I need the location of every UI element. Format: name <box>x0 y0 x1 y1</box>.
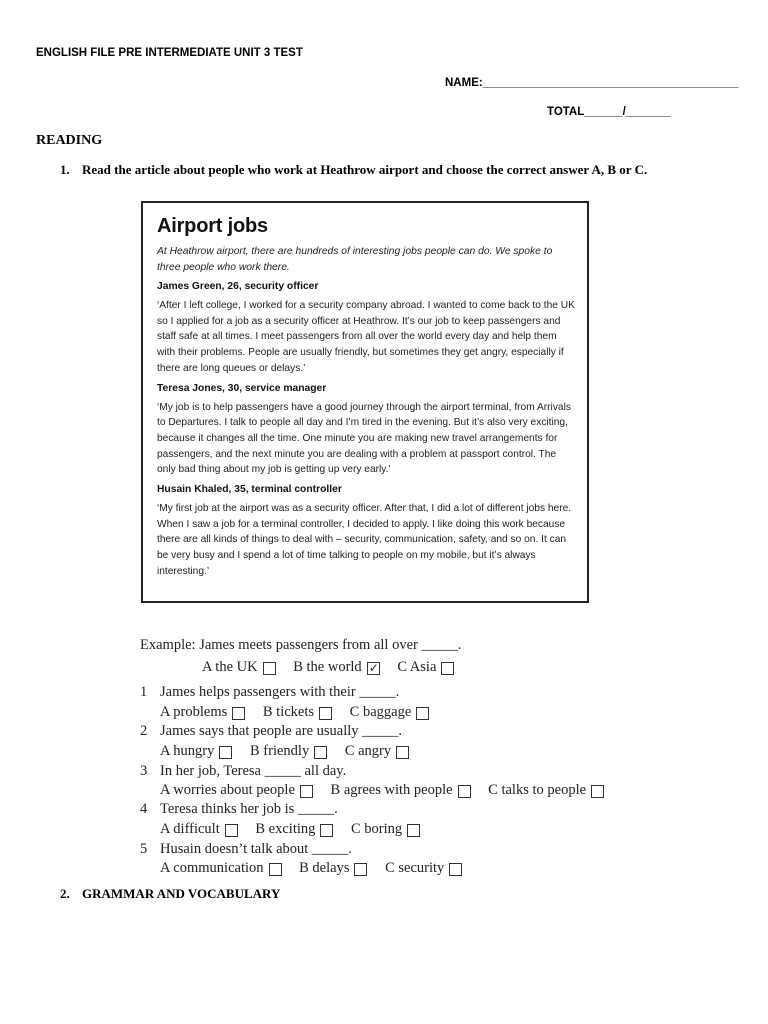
option-label: C Asia <box>397 659 437 675</box>
article-box <box>141 201 589 603</box>
question-stem: James helps passengers with their _____. <box>160 684 400 700</box>
option-label: A communication <box>160 860 264 876</box>
question-stem: Teresa thinks her job is _____. <box>160 801 338 817</box>
question-number: 1. <box>60 162 70 177</box>
checkbox[interactable] <box>591 785 604 798</box>
question-5-options <box>160 860 476 877</box>
option <box>160 860 282 877</box>
question-4-stem <box>140 801 338 818</box>
option <box>488 782 604 799</box>
question-5-stem <box>140 841 352 858</box>
checkbox[interactable] <box>416 707 429 720</box>
option <box>299 860 367 877</box>
person-heading-husain: Husain Khaled, 35, terminal controller <box>157 484 342 496</box>
section-title: GRAMMAR AND VOCABULARY <box>82 886 281 901</box>
checkbox[interactable] <box>449 863 462 876</box>
checkbox[interactable] <box>458 785 471 798</box>
person-heading-teresa: Teresa Jones, 30, service manager <box>157 382 327 394</box>
question-stem: James says that people are usually _____. <box>160 723 403 739</box>
question-number: 3 <box>140 763 148 779</box>
question-stem: Husain doesn’t talk about _____. <box>160 841 352 857</box>
checkbox[interactable] <box>225 824 238 837</box>
option-label: A hungry <box>160 743 215 759</box>
option <box>160 743 232 760</box>
option <box>351 821 420 838</box>
person-text-husain: ‘My first job at the airport was as a security officer. After that, I did a lot of different jobs here. When I saw a job for a terminal controller, I decided to apply. I like doing this work because there are all kinds of things to deal with – security, communication, safety, and so on. It can be very busy and I spend a lot of time talking to people on my mobile, but it’s always interesting.’ <box>157 503 572 577</box>
question-3-options <box>160 782 618 799</box>
question-number: 1 <box>140 684 148 700</box>
option <box>250 743 327 760</box>
checkbox[interactable] <box>320 824 333 837</box>
checkbox[interactable] <box>314 746 327 759</box>
option <box>160 821 238 838</box>
checkbox[interactable] <box>300 785 313 798</box>
checkbox[interactable] <box>407 824 420 837</box>
checkbox[interactable] <box>269 863 282 876</box>
name-field-line: NAME:________________________________________ <box>445 77 739 89</box>
option-label: C angry <box>344 743 392 759</box>
option <box>293 659 379 676</box>
option-label: B exciting <box>255 821 316 837</box>
checkbox[interactable] <box>396 746 409 759</box>
checkbox[interactable] <box>232 707 245 720</box>
option-label: A worries about people <box>160 782 295 798</box>
option <box>160 782 313 799</box>
example-options <box>202 659 468 676</box>
option-label: B delays <box>299 860 350 876</box>
question-stem: In her job, Teresa _____ all day. <box>160 763 347 779</box>
person-text-teresa: ‘My job is to help passengers have a good journey through the airport terminal, from Arrivals to Departures. I talk to people all day and I’m tired in the evening. But it’s also very exciting, because it changes all the time. One minute you are making new travel arrangements for passengers, and the next minute you are dealing with a problem at passport control. The only bad thing about my job is getting up very early.’ <box>157 401 571 476</box>
option-label: B the world <box>293 659 362 675</box>
checkbox-checked[interactable] <box>367 662 380 675</box>
option-label: A the UK <box>202 659 258 675</box>
question-1-stem <box>140 684 399 701</box>
section-number: 2. <box>60 886 70 901</box>
question-number: 4 <box>140 801 148 817</box>
option-label: C talks to people <box>488 782 587 798</box>
question-text: Read the article about people who work at Heathrow airport and choose the correct answer A, B or C. <box>82 162 648 177</box>
person-heading-james: James Green, 26, security officer <box>157 281 319 292</box>
option-label: B agrees with people <box>330 782 453 798</box>
option <box>345 743 409 760</box>
checkbox[interactable] <box>219 746 232 759</box>
reading-heading: READING <box>36 133 103 148</box>
checkbox[interactable] <box>354 863 367 876</box>
option <box>160 704 245 721</box>
option-label: B friendly <box>250 743 310 759</box>
option-label: C baggage <box>349 704 412 720</box>
article-intro: At Heathrow airport, there are hundreds of interesting jobs people can do. We spoke to three people who work there. <box>157 246 553 273</box>
option <box>385 860 462 877</box>
question-number: 5 <box>140 841 148 857</box>
checkbox[interactable] <box>319 707 332 720</box>
section-2-heading <box>60 886 280 902</box>
question-number: 2 <box>140 723 148 739</box>
question-4-options <box>160 821 434 838</box>
person-text-james: ‘After I left college, I worked for a security company abroad. I wanted to come back to the UK so I applied for a job as a security officer at Heathrow. It’s our job to keep passengers and staff safe at all times. I meet passengers from all over the world every day and help them with their problems. People are usually friendly, but sometimes they get angry, especially if there are long queues or delays.’ <box>157 300 575 374</box>
option-label: A problems <box>160 704 228 720</box>
option <box>255 821 333 838</box>
checkbox[interactable] <box>263 662 276 675</box>
question-1-options <box>160 704 443 721</box>
question-2-stem <box>140 723 402 740</box>
option-label: C boring <box>351 821 403 837</box>
example-stem: Example: James meets passengers from all over _____. <box>140 637 462 653</box>
question-1-instruction <box>60 162 647 178</box>
total-score-line: TOTAL______/_______ <box>547 106 671 118</box>
option-label: C security <box>385 860 445 876</box>
option <box>202 659 276 676</box>
question-2-options <box>160 743 423 760</box>
check-icon: ✓ <box>368 661 379 675</box>
question-3-stem <box>140 763 346 780</box>
option-label: A difficult <box>160 821 220 837</box>
option-label: B tickets <box>262 704 315 720</box>
option <box>263 704 332 721</box>
option <box>397 659 454 676</box>
option <box>331 782 471 799</box>
option <box>350 704 430 721</box>
article-title: Airport jobs <box>157 215 268 237</box>
checkbox[interactable] <box>441 662 454 675</box>
document-title: ENGLISH FILE PRE INTERMEDIATE UNIT 3 TEST <box>36 47 303 59</box>
